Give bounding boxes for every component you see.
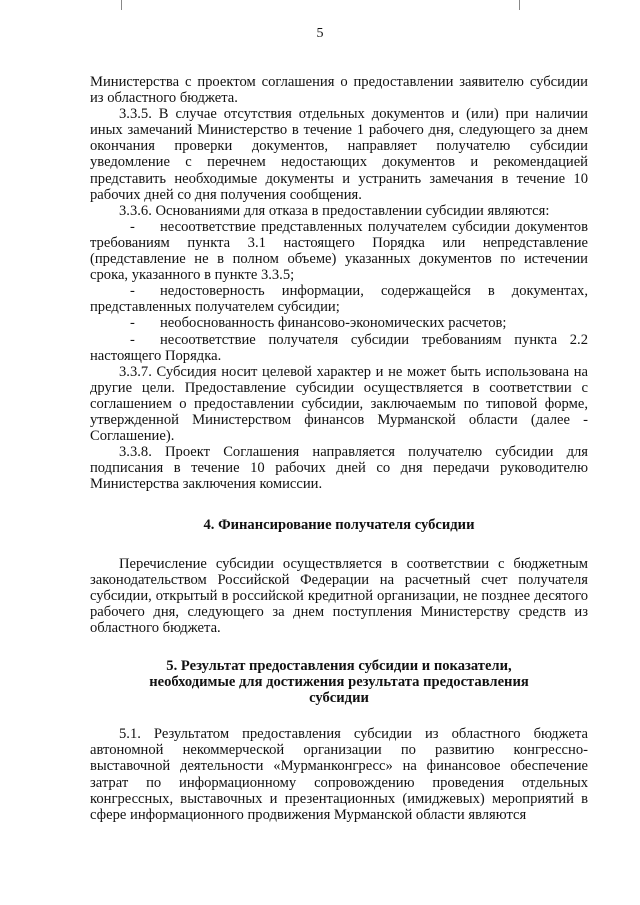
page-number: 5 — [316, 26, 324, 41]
section-4-heading: 4. Финансирование получателя субсидии — [203, 517, 475, 534]
section-5-heading-line: 5. Результат предоставления субсидии и показатели, — [166, 658, 512, 674]
paragraph-3-3-8: 3.3.8. Проект Соглашения направляется получателю субсидии для подписания в течение 10 рабочих дней со дня передачи руководителю Министерства заключения комиссии. — [90, 444, 588, 493]
list-item — [90, 315, 588, 331]
list-item — [90, 332, 588, 364]
bullet-dash: - — [130, 283, 135, 300]
list-item-text: несоответствие получателя субсидии требованиям пункта 2.2 настоящего Порядка. — [90, 331, 588, 364]
document-body — [90, 74, 588, 823]
section-5-heading — [90, 658, 588, 706]
list-item — [90, 219, 588, 283]
list-item-text: несоответствие представленных получателем субсидии документов требованиям пункта 3.1 настоящего Порядка или непредставление (представление не в полном объеме) указанных документов по истечении срока, указанного в пункте 3.3.5; — [90, 218, 588, 284]
section-5-heading-line: необходимые для достижения результата предоставления — [149, 674, 529, 691]
paragraph-3-3-7: 3.3.7. Субсидия носит целевой характер и не может быть использована на другие цели. Предоставление субсидии осуществляется в соответствии с соглашением о предоставлении субсидии, заключаемым по типовой форме, утвержденной Министерством финансов Мурманской области (далее - Соглашение). — [90, 363, 588, 445]
list-item-text: необоснованность финансово-экономических расчетов; — [160, 315, 507, 332]
bullet-dash: - — [130, 331, 135, 348]
top-rule-left — [121, 0, 122, 10]
list-item-text: недостоверность информации, содержащейся в документах, представленных получателем субсидии; — [90, 283, 588, 316]
section-4-paragraph: Перечисление субсидии осуществляется в соответствии с бюджетным законодательством Российской Федерации на расчетный счет получателя субсидии, открытый в российской кредитной организации, не позднее десятого рабочего дня, следующего за днем поступления Министерству средств из областного бюджета. — [90, 555, 588, 636]
paragraph-5-1: 5.1. Результатом предоставления субсидии из областного бюджета автономной некоммерческой организации по развитию конгрессно-выставочной деятельности «Мурманконгресс» на финансовое обеспечение затрат по информационному сопровождению проведения отдельных конгрессных, выставочных и презентационных (имиджевых) мероприятий в сфере информационного продвижения Мурманской области являются — [90, 726, 588, 823]
section-5-heading-line: субсидии — [309, 690, 369, 707]
paragraph-3-3-6: 3.3.6. Основаниями для отказа в предоставлении субсидии являются: — [119, 202, 550, 219]
paragraph-continuation: Министерства с проектом соглашения о предоставлении заявителю субсидии из областного бюджета. — [90, 74, 588, 107]
top-rule-right — [519, 0, 520, 10]
list-item — [90, 283, 588, 315]
bullet-dash: - — [130, 315, 135, 332]
bullet-dash: - — [130, 218, 135, 235]
paragraph-3-3-5: 3.3.5. В случае отсутствия отдельных документов и (или) при наличии иных замечаний Министерство в течение 1 рабочего дня, следующего за днем окончания проверки документов, направляет получателю субсидии уведомление с перечнем недостающих документов и рекомендацией представить необходимые документы и устранить замечания в течение 10 рабочих дней со дня получения сообщения. — [90, 106, 588, 203]
